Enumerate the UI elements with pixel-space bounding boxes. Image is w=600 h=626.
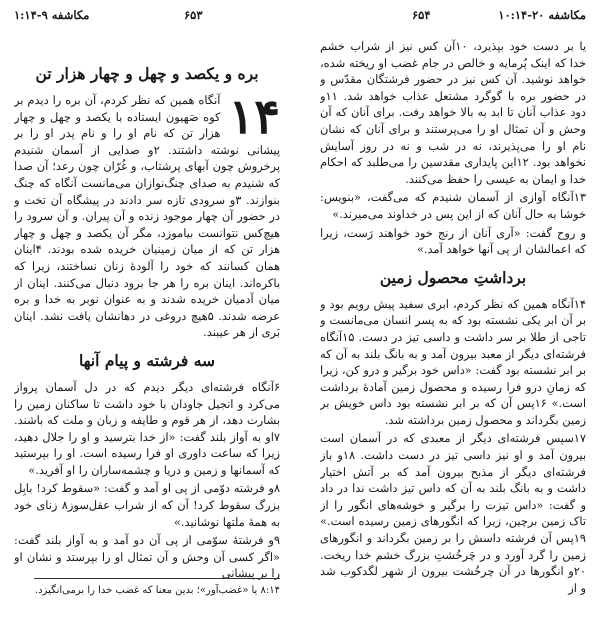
- chapter-number: ۱۴: [228, 89, 280, 145]
- right-page-number: ۶۵۴: [412, 8, 431, 22]
- left-text-column: [14, 38, 280, 618]
- footnote: ۸:۱۴ یا «غضب‌آور»؛ بدین معنا که غضب خدا را برمی‌انگیزد.: [34, 585, 280, 596]
- section-heading-three-angels: سه فرشته و پیام آنها: [78, 350, 216, 370]
- right-text-column: [320, 38, 586, 618]
- paragraph-third-angel: ۹و فرشتهٔ سوّمی از پی آن دو آمد و به آواز بلند گفت: «اگر کسی آن وحش و آن تمثال او را بپرستد و نشان او را بر پیشانی: [14, 533, 280, 581]
- section-heading-harvest: برداشتِ محصول زمین: [379, 267, 527, 287]
- paragraph-blessed-voice: ۱۳آنگاه آوازی از آسمان شنیدم که می‌گفت، «بنویس: خوشا به حال آنان که از این پس در خداوند می‌میرند.»: [320, 190, 586, 221]
- paragraph-wrath: یا بر دست خود بپذیرد، ۱۰آن کس نیز از شراب خشم خدا که اینک پُرمایه و خالص در جام غضب او ریخته شده، خواهد نوشید. آن کس نیز در حضور فرشتگان مقدّس و در حضور بره با گوگرد مشتعل عذاب خواهد شد. ۱۱و دود عذاب آنان تا ابد به بالا خواهد رفت. برای آنان که آن وحش و آن تمثال او را می‌پرستند و برای آنان که نشان نام او را می‌پذیرند، نه در شب و نه در روز آسایش نخواهد بود. ۱۲این پایداری مقدسین را می‌طلبد که احکام خدا و ایمان به عیسی را حفظ می‌کنند.: [320, 39, 586, 186]
- footnote-divider: [34, 578, 280, 579]
- section-heading-lamb: بره و یکصد و چهل و چهار هزار تن: [35, 64, 259, 83]
- paragraph-first-angel: ۶آنگاه فرشته‌ای دیگر دیدم که در دل آسمان پرواز می‌کرد و انجیل جاودان با خود داشت تا ساکنان زمین را بشارت دهد، از هر قوم و طایفه و زبان و ملت که باشند. ۷او به آواز بلند گفت: «از خدا بترسید و او را جلال دهید، زیرا که ساعت داوری او فرا رسیده است. او را بپرستید که آسمانها و زمین و دریا و چشمه‌ساران را او آفرید.»: [14, 379, 280, 477]
- paragraph-second-angel: ۸و فرشته دوّمی از پی او آمد و گفت: «سقوط کرد! بابِل بزرگ سقوط کرد! آن که از شراب عقل‌سوز۸ زنای خود به همهٔ ملتها نوشانید.»: [14, 481, 280, 529]
- running-header: [14, 8, 586, 24]
- left-page-number: ۶۵۳: [184, 8, 203, 22]
- paragraph-harvest: ۱۴آنگاه همین که نظر کردم، ابری سفید پیش رویم بود و بر آن ابر یکی نشسته بود که به پسر انسان می‌مانست و تاجی از طلا بر سر داشت و داسی تیز در دست. ۱۵آنگاه فرشته‌ای دیگر از معبد بیرون آمد و به بانگ بلند به آن که بر ابر نشسته بود گفت: «داس خود برگیر و درو کن، زیرا که زمانِ درو فرا رسیده و محصول زمین آمادهٔ برداشت است.» ۱۶پس آن که بر ابر نشسته بود داس خویش بر زمین بگرداند و محصول زمین برداشته شد.: [320, 296, 586, 427]
- paragraph-spirit-reply: و روح گفت: «آری آنان از رنج خود خواهند رَست، زیرا که اعمالشان از پی آنها خواهد آمد.»: [320, 225, 586, 257]
- right-running-reference: مکاشفه ۲۰-۱۰:۱۴: [498, 8, 586, 22]
- left-running-reference: مکاشفه ۹-۱:۱۴: [14, 8, 90, 22]
- paragraph-winepress: ۱۷سپس فرشته‌ای دیگر از معبدی که در آسمان است بیرون آمد و او نیز داسی تیز در دست داشت. ۱۸و باز فرشته‌ای دیگر از مذبح بیرون آمد که بر آتش اختیار داشت و به بانگ بلند به آن که داس تیز داشت ندا در داد و گفت: «داس تیزت را برگیر و خوشه‌های انگور را از تاک زمین برچین، زیرا که انگورهای زمین رسیده است.» ۱۹پس آن فرشته داسش را بر زمین بگرداند و انگورهای زمین را گرد آورد و در چَرخُشتِ بزرگ خشم خدا ریخت. ۲۰و انگورها در آن چرخُشت بیرون از شهر لگدکوب شد و از: [320, 431, 586, 595]
- paragraph-lamb: آنگاه همین که نظر کردم، آن بره را دیدم بر کوه صَهیون ایستاده با یکصد و چهل و چهار هزار تن که نام او را و نام پدر او را بر پیشانی نوشته داشتند. ۲و صدایی از آسمان شنیدم پرخروش چون آبهای پرشتاب، و غُرّان چون رعد؛ آن صدا که شنیدم به صدای چنگ‌نوازان می‌مانست آنگاه که چنگ بنوازند. ۳و سرودی تازه سر دادند در پیشگاه آن تخت و در حضور آن چهار موجود زنده و آن پیران. و آن سرود را هیچ‌کس نتوانست بیاموزد، مگر آن یکصد و چهل و چهار هزار تن که از میان زمینیان خریده شده بودند. ۴اینان همان کسانند که خود را آلودهٔ زنان نساختند، زیرا که باکره‌اند. اینان بره را هر جا برود دنبال می‌کنند. اینان از میان آدمیان خریده شدند و به عنوان نوبر به خدا و بره عرضه شدند. ۵هیچ دروغی در دهانشان یافت نشد. اینان بَری از هر عیبند.: [14, 93, 280, 340]
